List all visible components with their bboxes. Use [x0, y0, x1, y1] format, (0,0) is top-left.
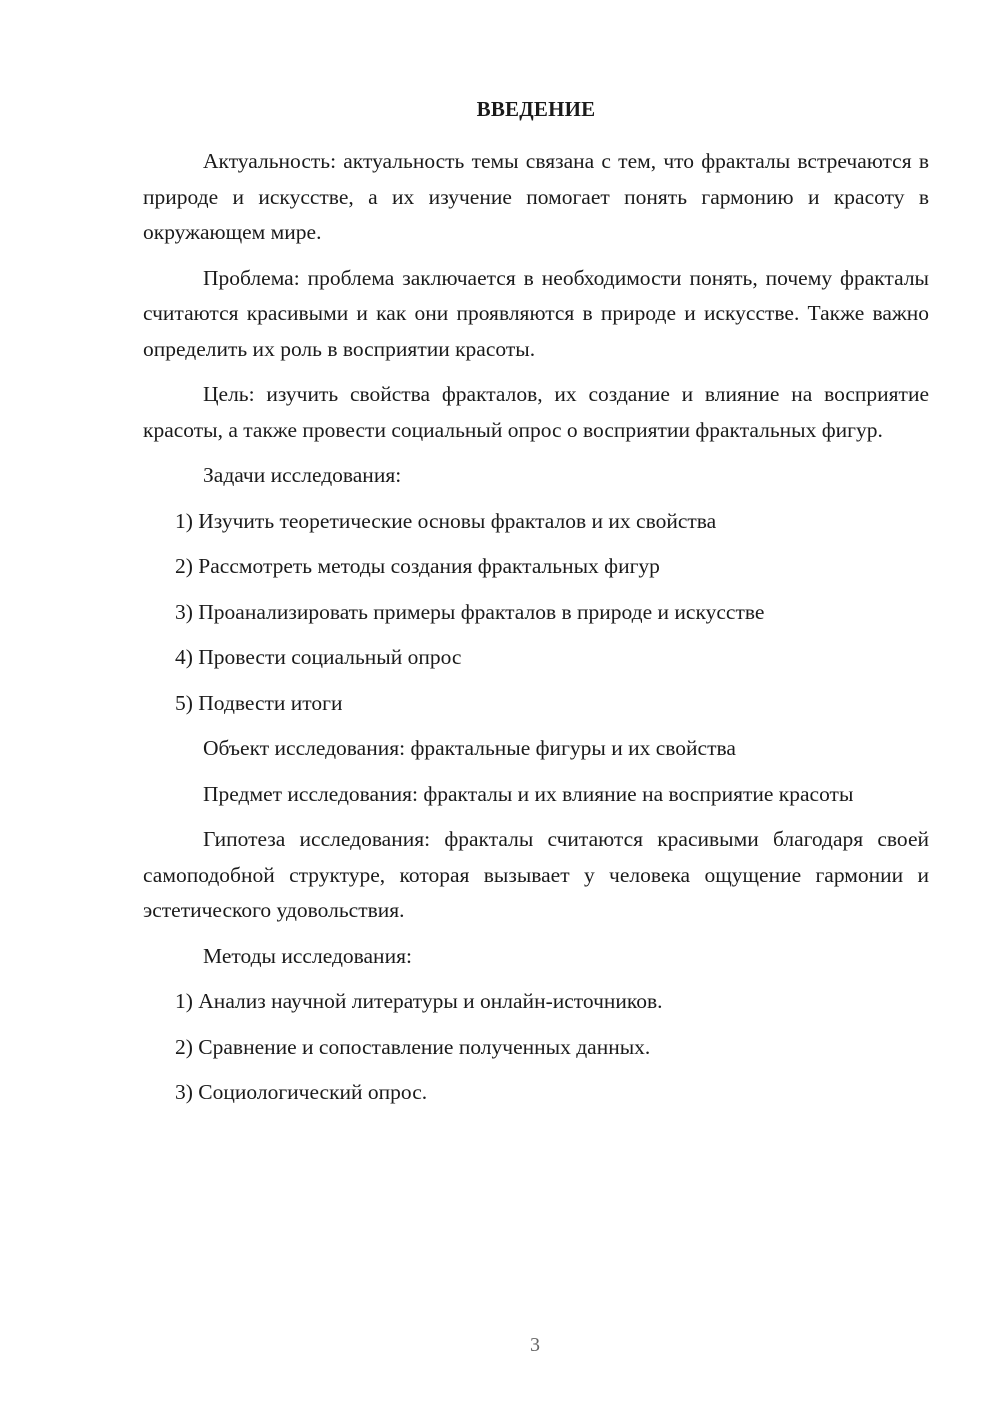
task-item: 4) Провести социальный опрос	[175, 645, 462, 669]
task-item: 2) Рассмотреть методы создания фрактальных фигур	[175, 554, 660, 578]
task-item: 1) Изучить теоретические основы фракталов и их свойства	[175, 508, 717, 533]
section-title: ВВЕДЕНИЕ	[476, 97, 596, 121]
method-item: 3) Социологический опрос.	[175, 1080, 428, 1104]
object-paragraph: Объект исследования: фрактальные фигуры и их свойства	[203, 736, 736, 760]
method-item: 2) Сравнение и сопоставление полученных данных.	[175, 1034, 651, 1059]
document-body	[143, 144, 929, 1121]
methods-heading: Методы исследования:	[203, 943, 412, 968]
method-item: 1) Анализ научной литературы и онлайн-источников.	[175, 989, 663, 1013]
tasks-list	[143, 504, 929, 722]
page-number: 3	[530, 1334, 540, 1356]
subject-paragraph: Предмет исследования: фракталы и их влияние на восприятие красоты	[203, 781, 854, 806]
problem-paragraph: Проблема: проблема заключается в необходимости понять, почему фракталы считаются красивыми и как они проявляются в природе и искусстве. Также важно определить их роль в восприятии красоты.	[143, 265, 929, 361]
relevance-paragraph: Актуальность: актуальность темы связана с тем, что фракталы встречаются в природе и искусстве, а их изучение помогает понять гармонию и красоту в окружающем мире.	[143, 149, 929, 244]
task-item: 3) Проанализировать примеры фракталов в природе и искусстве	[175, 599, 765, 624]
hypothesis-paragraph: Гипотеза исследования: фракталы считаются красивыми благодаря своей самоподобной структуре, которая вызывает у человека ощущение гармонии и эстетического удовольствия.	[143, 827, 929, 922]
goal-paragraph: Цель: изучить свойства фракталов, их создание и влияние на восприятие красоты, а также провести социальный опрос о восприятии фрактальных фигур.	[143, 382, 929, 442]
task-item: 5) Подвести итоги	[175, 690, 343, 715]
tasks-heading: Задачи исследования:	[203, 463, 402, 487]
methods-list	[143, 984, 929, 1111]
